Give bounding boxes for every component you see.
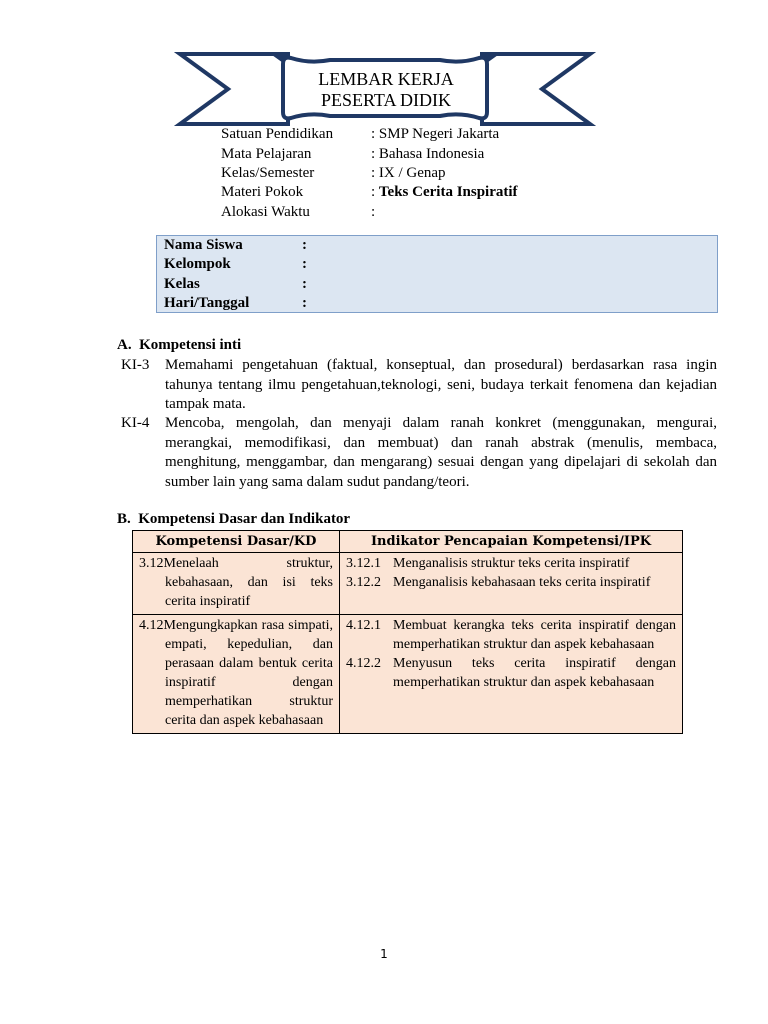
- student-field-label: Kelompok: [164, 256, 231, 272]
- identity-value: : Bahasa Indonesia: [371, 146, 485, 162]
- student-field-label: Nama Siswa: [164, 237, 243, 253]
- ki-item-4: [121, 414, 718, 494]
- kd-cell: [133, 615, 340, 734]
- ipk-number: 3.12.2: [346, 575, 381, 590]
- student-field-label: Kelas: [164, 276, 200, 292]
- worksheet-title-line2: PESERTA DIDIK: [321, 90, 451, 110]
- identity-label: Satuan Pendidikan: [221, 126, 334, 142]
- student-field-colon: :: [302, 256, 307, 272]
- ipk-item: [346, 616, 676, 654]
- section-a-heading: A. Kompetensi inti: [117, 337, 242, 353]
- student-info-box: [156, 235, 718, 313]
- kd-text: 3.12Menelaah struktur, kebahasaan, dan isi teks cerita inspiratif: [139, 556, 333, 609]
- ipk-number: 4.12.1: [346, 618, 381, 633]
- page-number: 1: [380, 947, 388, 961]
- identity-value: : IX / Genap: [371, 165, 446, 181]
- ipk-text: Membuat kerangka teks cerita inspiratif dengan memperhatikan struktur dan aspek kebahasaan: [393, 618, 676, 652]
- identity-label: Materi Pokok: [221, 184, 304, 200]
- student-field-colon: :: [302, 295, 307, 311]
- competency-table: [132, 530, 683, 734]
- ki-code: KI-3: [121, 357, 150, 373]
- student-field-colon: :: [302, 276, 307, 292]
- identity-value: : SMP Negeri Jakarta: [371, 126, 500, 142]
- identity-value-prefix: :: [371, 184, 379, 200]
- ipk-cell: [340, 553, 683, 615]
- identity-label: Kelas/Semester: [221, 165, 315, 181]
- identity-label: Mata Pelajaran: [221, 146, 312, 162]
- table-row: [133, 553, 683, 615]
- kd-text: 4.12Mengungkapkan rasa simpati, empati, kepedulian, dan perasaan dalam bentuk cerita inspiratif dengan memperhatikan struktur cerita dan aspek kebahasaan: [139, 618, 333, 728]
- ipk-number: 3.12.1: [346, 556, 381, 571]
- ipk-text: Menyusun teks cerita inspiratif dengan memperhatikan struktur dan aspek kebahasaan: [393, 656, 676, 690]
- kd-cell: [133, 553, 340, 615]
- table-row: [133, 615, 683, 734]
- ipk-cell: [340, 615, 683, 734]
- ipk-item: [346, 554, 676, 573]
- student-field-label: Hari/Tanggal: [164, 295, 250, 311]
- identity-value: :: [371, 204, 376, 220]
- ipk-text: Menganalisis kebahasaan teks cerita inspiratif: [393, 575, 651, 590]
- identity-value-bold: Teks Cerita Inspiratif: [378, 184, 518, 200]
- table-header-row: [133, 531, 683, 553]
- ki-text: Mencoba, mengolah, dan menyaji dalam ranah konkret (menggunakan, mengurai, merangkai, memodifikasi, dan membuat) dan ranah abstrak (menulis, membaca, menghitung, menggambar, dan mengarang) sesuai dengan yang dipelajari di sekolah dan sumber lain yang sama dalam sudut pandang/teori.: [165, 415, 717, 490]
- identity-label: Alokasi Waktu: [221, 204, 310, 220]
- table-header-ipk: Indikator Pencapaian Kompetensi/IPK: [340, 531, 683, 553]
- ki-code: KI-4: [121, 415, 150, 431]
- ipk-number: 4.12.2: [346, 656, 381, 671]
- ki-text: Memahami pengetahuan (faktual, konseptual, dan prosedural) berdasarkan rasa ingin tahunya tentang ilmu pengetahuan,teknologi, seni, budaya terkait fenomena dan kejadian tampak mata.: [165, 357, 717, 412]
- identity-value: [371, 183, 518, 202]
- ipk-item: [346, 573, 676, 592]
- table-header-kd: Kompetensi Dasar/KD: [133, 531, 340, 553]
- ipk-text: Menganalisis struktur teks cerita inspiratif: [393, 556, 630, 571]
- ki-item-3: [121, 356, 718, 416]
- worksheet-title-line1: LEMBAR KERJA: [318, 69, 454, 89]
- ipk-item: [346, 654, 676, 692]
- section-b-heading: B. Kompetensi Dasar dan Indikator: [117, 511, 351, 527]
- student-field-colon: :: [302, 237, 307, 253]
